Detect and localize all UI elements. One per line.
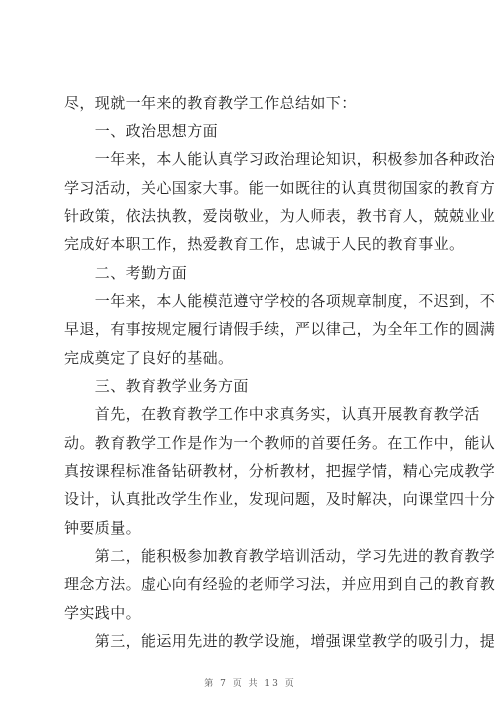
section-heading-politics: 一、政治思想方面 [64, 122, 219, 140]
text-line: 首先，在教育教学工作中求真务实，认真开展教育教学活 [64, 405, 480, 423]
text-line: 完成好本职工作，热爱教育工作，忠诚于人民的教育事业。 [64, 235, 465, 253]
text-line: 第二，能积极参加教育教学培训活动，学习先进的教育教学 [64, 547, 496, 565]
text-line: 理念方法。虚心向有经验的老师学习法，并应用到自己的教育教 [64, 575, 496, 593]
section-heading-teaching: 三、教育教学业务方面 [64, 377, 249, 395]
text-line: 第三，能运用先进的教学设施，增强课堂教学的吸引力，提 [64, 632, 496, 650]
text-line: 钟要质量。 [64, 519, 142, 537]
text-line: 一年来，本人能模范遵守学校的各项规章制度，不迟到，不 [64, 292, 496, 310]
text-line: 早退，有事按规定履行请假手续，严以律己，为全年工作的圆满 [64, 320, 496, 338]
text-line: 学实践中。 [64, 604, 142, 622]
text-line: 尽，现就一年来的教育教学工作总结如下： [64, 94, 357, 112]
section-heading-attendance: 二、考勤方面 [64, 264, 188, 282]
text-line: 完成奠定了良好的基础。 [64, 349, 234, 367]
text-line: 真按课程标准备钻研教材，分析教材，把握学情，精心完成教学 [64, 462, 496, 480]
text-line: 一年来，本人能认真学习政治理论知识，积极参加各种政治 [64, 150, 496, 168]
text-line: 针政策，依法执教，爱岗敬业，为人师表，教书育人，兢兢业业 [64, 207, 496, 225]
text-line: 学习活动，关心国家大事。能一如既往的认真贯彻国家的教育方 [64, 179, 496, 197]
text-line: 设计，认真批改学生作业，发现问题，及时解决，向课堂四十分 [64, 490, 496, 508]
page-number-footer: 第 7 页 共 13 页 [204, 679, 296, 689]
text-line: 动。教育教学工作是作为一个教师的首要任务。在工作中，能认 [64, 434, 496, 452]
